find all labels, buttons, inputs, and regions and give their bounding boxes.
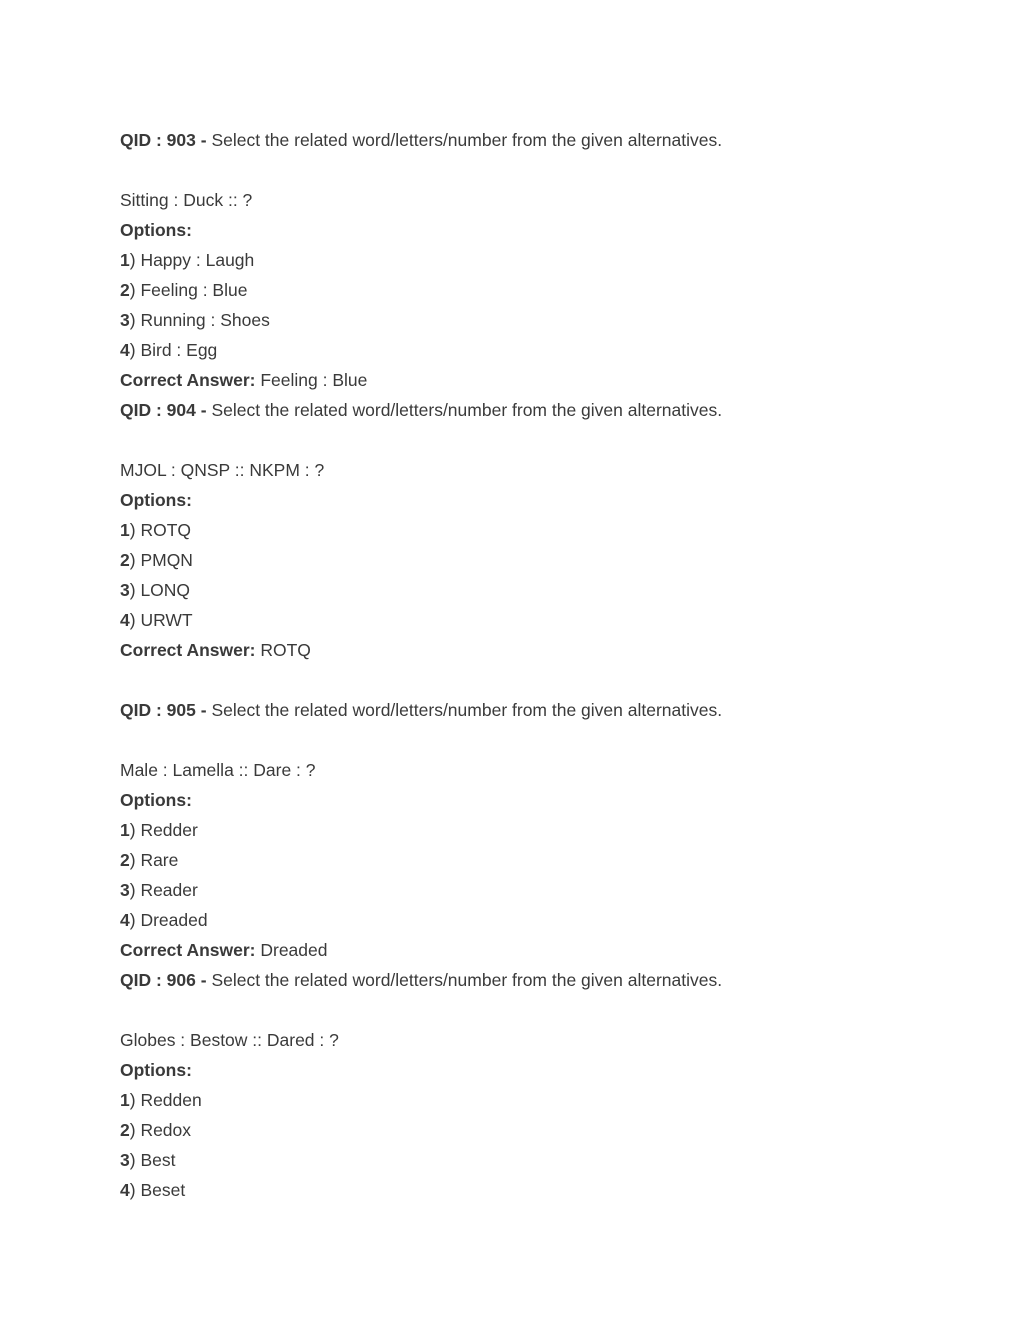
option-item: 3) Best (120, 1150, 176, 1170)
option-text: Rare (140, 850, 179, 870)
option-text: Redder (140, 820, 198, 840)
option-number: 2 (120, 280, 130, 300)
stem-text: MJOL : QNSP :: NKPM : ? (120, 460, 325, 480)
question-stem (120, 185, 722, 215)
option-item: 1) Redder (120, 820, 198, 840)
question-header (120, 395, 722, 425)
option-item: 2) Rare (120, 850, 179, 870)
correct-answer (120, 935, 722, 965)
options-heading (120, 785, 722, 815)
spacer (120, 155, 722, 185)
option-text: Best (140, 1150, 176, 1170)
qid-label: QID : 905 - (120, 700, 212, 720)
option-number: 1 (120, 820, 130, 840)
option-number: 4 (120, 1180, 130, 1200)
qid-number: 904 (166, 400, 196, 420)
correct-value: Feeling : Blue (260, 370, 368, 390)
option-text: PMQN (140, 550, 193, 570)
option-item: 2) Feeling : Blue (120, 280, 248, 300)
spacer (120, 665, 722, 695)
document-body (120, 125, 722, 1205)
spacer (120, 995, 722, 1025)
question-header (120, 695, 722, 725)
option-number: 1 (120, 250, 130, 270)
spacer (120, 425, 722, 455)
qid-number: 906 (166, 970, 196, 990)
question-prompt: Select the related word/letters/number from the given alternatives. (211, 130, 723, 150)
option-text: Dreaded (140, 910, 208, 930)
qid-prefix: QID : (120, 400, 167, 420)
question-stem (120, 455, 722, 485)
option-item: 1) Happy : Laugh (120, 250, 255, 270)
option-item: 1) Redden (120, 1090, 202, 1110)
option-text: Running : Shoes (140, 310, 270, 330)
stem-text: Male : Lamella :: Dare : ? (120, 760, 316, 780)
option-text: ROTQ (140, 520, 191, 540)
option-number: 1 (120, 1090, 130, 1110)
options-label: Options: (120, 220, 192, 240)
correct-value: Dreaded (260, 940, 328, 960)
question-prompt: Select the related word/letters/number from the given alternatives. (211, 970, 723, 990)
correct-label: Correct Answer: (120, 940, 261, 960)
option-item: 4) Dreaded (120, 910, 208, 930)
option-number: 4 (120, 610, 130, 630)
question-prompt: Select the related word/letters/number from the given alternatives. (211, 700, 723, 720)
question-header (120, 125, 722, 155)
option-item: 4) Beset (120, 1180, 186, 1200)
correct-answer (120, 365, 722, 395)
option-number: 2 (120, 850, 130, 870)
option-number: 2 (120, 1120, 130, 1140)
qid-label: QID : 904 - (120, 400, 212, 420)
option-text: Feeling : Blue (140, 280, 248, 300)
option-number: 3 (120, 310, 130, 330)
question-stem (120, 1025, 722, 1055)
stem-text: Globes : Bestow :: Dared : ? (120, 1030, 339, 1050)
option-text: Beset (140, 1180, 186, 1200)
option-text: Redox (140, 1120, 192, 1140)
option-item: 3) Reader (120, 880, 198, 900)
options-label: Options: (120, 490, 192, 510)
option-text: Happy : Laugh (140, 250, 255, 270)
qid-label: QID : 903 - (120, 130, 212, 150)
option-item: 4) URWT (120, 610, 193, 630)
option-text: URWT (140, 610, 193, 630)
correct-value: ROTQ (260, 640, 311, 660)
options-label: Options: (120, 1060, 192, 1080)
option-item: 4) Bird : Egg (120, 340, 218, 360)
option-item: 2) PMQN (120, 550, 193, 570)
option-item: 1) ROTQ (120, 520, 191, 540)
option-number: 1 (120, 520, 130, 540)
options-heading (120, 1055, 722, 1085)
option-item: 2) Redox (120, 1120, 192, 1140)
option-number: 4 (120, 340, 130, 360)
qid-number: 903 (166, 130, 196, 150)
question-header (120, 965, 722, 995)
qid-prefix: QID : (120, 130, 167, 150)
correct-label: Correct Answer: (120, 370, 261, 390)
options-heading (120, 215, 722, 245)
stem-text: Sitting : Duck :: ? (120, 190, 253, 210)
option-text: Reader (140, 880, 198, 900)
option-item: 3) LONQ (120, 580, 191, 600)
option-text: LONQ (140, 580, 191, 600)
qid-label: QID : 906 - (120, 970, 212, 990)
question-stem (120, 755, 722, 785)
qid-number: 905 (166, 700, 196, 720)
option-text: Redden (140, 1090, 202, 1110)
qid-prefix: QID : (120, 700, 167, 720)
option-number: 3 (120, 880, 130, 900)
option-item: 3) Running : Shoes (120, 310, 270, 330)
option-number: 4 (120, 910, 130, 930)
options-label: Options: (120, 790, 192, 810)
question-prompt: Select the related word/letters/number from the given alternatives. (211, 400, 723, 420)
option-text: Bird : Egg (140, 340, 218, 360)
option-number: 3 (120, 1150, 130, 1170)
option-number: 3 (120, 580, 130, 600)
options-heading (120, 485, 722, 515)
qid-prefix: QID : (120, 970, 167, 990)
option-number: 2 (120, 550, 130, 570)
spacer (120, 725, 722, 755)
correct-label: Correct Answer: (120, 640, 261, 660)
correct-answer (120, 635, 722, 665)
